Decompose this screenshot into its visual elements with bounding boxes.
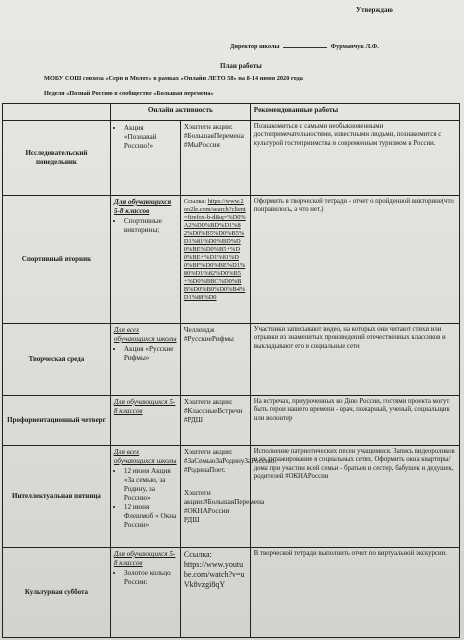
day-cell: Интеллектуальная пятница — [3, 446, 111, 548]
tags-cell: Хэштеги акции: #БольшаяПеремена #МыРоссия — [180, 121, 250, 196]
recommendation-cell: Участники записывают видео, на которых они читают стихи или отрывки из знаменитых произведений отечественных классиков и выкладывают его в социальные сети — [250, 324, 459, 396]
approve-label: Утверждаю — [356, 6, 393, 14]
recommendation-cell: В творческой тетради выполнить отчет по виртуальной экскурсии. — [250, 548, 459, 638]
activity-cell — [110, 446, 180, 548]
header-online: Онлайн активность — [110, 104, 250, 121]
signature-line — [283, 47, 327, 48]
school-line: МОБУ СОШ совхоза «Серп и Молот» в рамках «Онлайн ЛЕТО 58» на 8-14 июня 2020 года — [44, 75, 303, 82]
tags-text-2: Хэштеги акции:#БольшаяПеремена #ОКНАРоссии РДШ — [183, 489, 265, 524]
day-cell: Профориентационный четверг — [3, 396, 111, 446]
header-empty-cell — [3, 104, 111, 121]
plan-title: План работы — [220, 62, 262, 70]
director-label: Директор школы — [230, 43, 280, 50]
tags-cell — [180, 196, 250, 324]
audience-label: Для всех обучающихся школы — [113, 448, 177, 465]
day-cell: Творческая среда — [3, 324, 111, 396]
activity-item: • Спортивные викторины; — [124, 217, 177, 235]
audience-label: Для обучающихся 5-8 классов — [113, 398, 176, 415]
table-row — [3, 446, 460, 548]
activity-item: • Акция «Познавай Россию!» — [124, 124, 177, 151]
table-row — [3, 396, 460, 446]
recommendation-cell: Исполнение патриотических песен учащимися. Запись видеороликов и их тиражирование в социальных сетях. Оформить окна квартиры/дома при участии всей семьи - братьев и сестер, бабушек и дедушек, родителей #ОКНАРоссии — [250, 446, 459, 548]
audience-label: Для обучающихся 5-8 классов — [113, 550, 176, 567]
table-row — [3, 121, 460, 196]
table-row — [3, 324, 460, 396]
activity-cell — [110, 121, 180, 196]
table-row — [3, 548, 460, 638]
tags-cell: Хэштеги акции: #КлассныеВстречи #РДШ — [180, 396, 250, 446]
director-name: Фурманчук Л.Ф. — [330, 43, 379, 50]
director-line — [230, 43, 379, 50]
activity-cell — [110, 196, 180, 324]
link-url[interactable]: https://www.youtube.com/watch?v=uVk8vzgi8qY — [183, 560, 245, 589]
activity-item: • 12 июня Акция «За семью, за Родину, за Россию» — [124, 467, 177, 503]
table-row — [3, 196, 460, 324]
header-recommended: Рекомендованные работы — [250, 104, 459, 121]
recommendation-cell: Оформить в творческой тетради - отчет о пройденной викторине(что понравилось, а что нет.) — [250, 196, 459, 324]
audience-label: Для обучающихся 5-8 классов — [113, 198, 172, 215]
link-label: Ссылка: — [183, 198, 207, 205]
day-cell: Спортивный вторник — [3, 196, 111, 324]
activity-cell — [110, 548, 180, 638]
activity-item: • Золотое кольцо России: — [124, 569, 177, 587]
recommendation-cell: Познакомиться с самыми необыкновенными достопримечательностями, известными людьми, познакомится с культурой гостеприимства и современным туризмом в России. — [250, 121, 459, 196]
audience-label: Для всех обучающихся школы — [113, 326, 177, 343]
recommendation-cell: На встречах, приуроченных ко Дню России, гостями проекта могут быть герои нашего времени - врач, пожарный, ученый, социальщик или волонтер — [250, 396, 459, 446]
tags-text: Хэштеги акции: #ЗаСемьюЗаРодинуЗаРоссию #РодинаПоет. — [183, 448, 275, 474]
link-label: Ссылка: — [183, 550, 212, 559]
tags-cell: Челлендж #РусскиеРифмы — [180, 324, 250, 396]
link-url[interactable]: https://www.2oo2le.com/search?client=firefox-b-d&q=%D0%A2%D0%BD%D1%82%D0%B5%D0%B5%D1%81%D0%BD%D0%BE%D0%B5+%D0%BE+%D1%81%D0%BF%D0%BE%D1%80%D1%82%D0%B5+%D0%BBC%D0%BB%D0%B0%D0%B4%D1%88%D0 — [183, 198, 246, 301]
day-cell: Культурная суббота — [3, 548, 111, 638]
activity-cell — [110, 396, 180, 446]
plan-table — [2, 103, 460, 638]
day-cell: Исследовательский понедельник — [3, 121, 111, 196]
activity-cell — [110, 324, 180, 396]
week-line: Неделя «Познай Россию в сообществе «Большая перемена» — [44, 90, 214, 97]
activity-item: • 12 июня Флешмоб « Окна России» — [124, 503, 177, 530]
activity-item: • Акция «Русские Рифмы» — [124, 345, 177, 363]
tags-cell — [180, 446, 275, 548]
tags-cell — [180, 548, 250, 638]
table-header-row — [3, 104, 460, 121]
